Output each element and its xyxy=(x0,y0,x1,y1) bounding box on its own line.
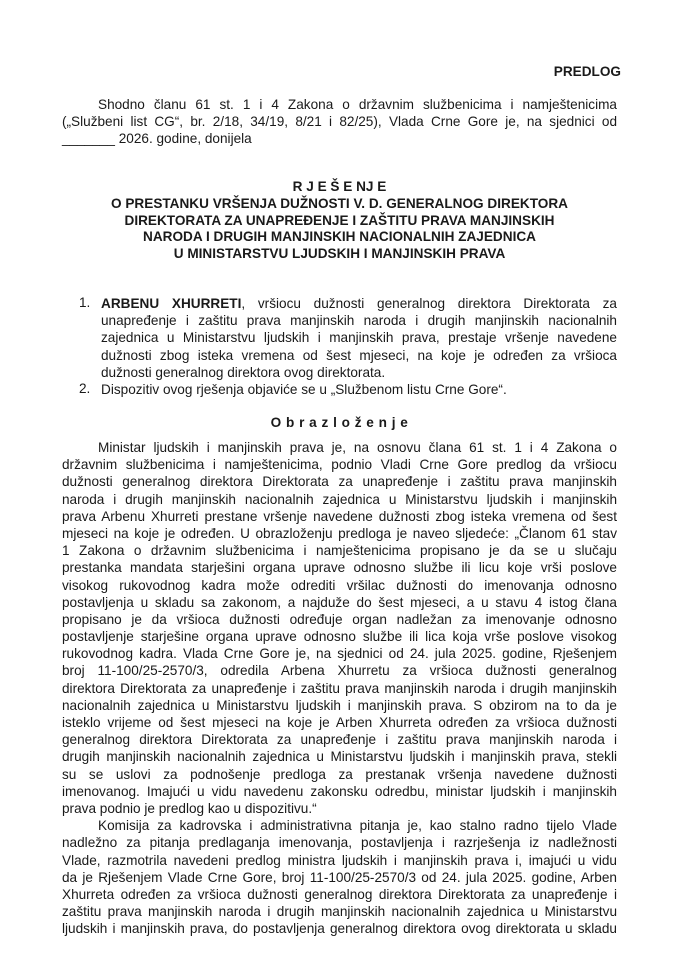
decision-title xyxy=(62,179,617,263)
text-line: državnim službenicima i namještenicima, podnio Vladi Crne Gore predlog da vršiocu xyxy=(62,457,617,473)
text-line: dužnosti zbog isteka vremena od šest mjeseci, na koje je određen za vršioca xyxy=(101,347,617,363)
explanation-heading: O b r a z l o ž e n j e xyxy=(270,415,409,430)
text-line: postavljenje starješine organa uprave odnosno službe ili lica koja vrše poslove visokog xyxy=(62,629,617,645)
text-line: ljudskih i manjinskih prava, do postavljenja generalnog direktora ovog direktorata u skladu xyxy=(62,921,617,937)
text-line: visokog rukovodnog kadra može odrediti vršilac dužnosti do imenovanja odnosno xyxy=(62,577,617,593)
text-line: postavljenja u skladu sa zakonom, a najduže do šest mjeseci, a u stavu 4 istog člana xyxy=(62,594,617,610)
title-line: O PRESTANKU VRŠENJA DUŽNOSTI V. D. GENERALNOG DIREKTORA xyxy=(111,195,568,211)
text-span: , vršiocu dužnosti generalnog direktora Direktorata za xyxy=(241,296,617,311)
text-line: mjeseci na koje je određen. U obrazloženju predloga je naveo sljedeće: „Članom 61 stav xyxy=(62,525,617,541)
title-line: DIREKTORATA ZA UNAPREĐENJE I ZAŠTITU PRAVA MANJINSKIH xyxy=(124,212,555,228)
text-line: nacionalnih zajednica u Ministarstvu ljudskih i manjinskih prava. S obzirom na to da je xyxy=(62,697,617,713)
intro-paragraph xyxy=(62,96,617,148)
list-number: 2. xyxy=(79,380,91,396)
decision-list xyxy=(79,295,617,398)
text-line: prava podnio je predlog kao u dispozitivu.“ xyxy=(62,800,317,816)
text-line: Dispozitiv ovog rješenja objaviće se u „Službenom listu Crne Gore“. xyxy=(101,381,507,397)
text-line: dužnosti generalnog direktora Direktorata za unapređenje i zaštitu prava manjinskih xyxy=(62,474,617,490)
text-line: Ministar ljudskih i manjinskih prava je, na osnovu člana 61 st. 1 i 4 Zakona o xyxy=(98,440,617,455)
list-item xyxy=(79,295,617,381)
text-line: Shodno članu 61 st. 1 i 4 Zakona o državnim službenicima i namještenicima xyxy=(98,97,617,112)
text-line: zajednica u Ministarstvu ljudskih i manjinskih prava, prestaje vršenje navedene xyxy=(101,330,617,346)
text-line: Xhurreta određen za vršioca dužnosti generalnog direktora Direktorata za unapređenje i xyxy=(62,886,617,902)
title-line: NARODA I DRUGIH MANJINSKIH NACIONALNIH ZAJEDNICA xyxy=(143,229,536,245)
text-line: 1 Zakona o državnim službenicima i namještenicima propisano je da se u slučaju xyxy=(62,543,617,559)
text-line: broj 11-100/25-2570/3, odredila Arbena Xhurretu za vršioca dužnosti generalnog xyxy=(62,663,617,679)
text-line: isteklo vrijeme od šest mjeseci na koje je Arben Xhurreta određen za vršioca dužnosti xyxy=(62,715,617,730)
text-line: generalnog direktora Direktorata za unapređenje i zaštitu prava manjinskih naroda i xyxy=(62,732,617,748)
text-line: dužnosti generalnog direktora ovog direktorata. xyxy=(101,364,386,380)
text-line: („Službeni list CG“, br. 2/18, 34/19, 8/21 i 82/25), Vlada Crne Gore je, na sjednici od xyxy=(62,114,617,130)
text-line: zaštitu prava manjinskih naroda i drugih manjinskih nacionalnih zajednica u Ministarstvu xyxy=(62,904,617,920)
text-line xyxy=(101,295,617,312)
list-number: 1. xyxy=(79,295,91,310)
text-line: Komisija za kadrovska i administrativna pitanja je, kao stalno radno tijelo Vlade xyxy=(98,818,617,834)
text-line: su se uslovi za podnošenje predloga za prestanak vršenja navedene dužnosti xyxy=(62,766,617,782)
text-line: direktora Direktorata za unapređenje i zaštitu prava manjinskih naroda i drugih manjinskih xyxy=(62,680,617,696)
text-line: naroda i drugih manjinskih nacionalnih zajednica u Ministarstvu ljudskih i manjinskih xyxy=(62,491,617,507)
text-line: _______ 2026. godine, donijela xyxy=(62,131,252,147)
title-line: U MINISTARSTVU LJUDSKIH I MANJINSKIH PRAVA xyxy=(173,246,506,262)
text-line: imenovanog. Imajući u vidu navedenu zakonsku odredbu, ministar ljudskih i manjinskih xyxy=(62,783,617,799)
explanation-body xyxy=(62,439,617,937)
text-line: rukovodnog kadra. Vlada Crne Gore je, na sjednici od 24. jula 2025. godine, Rješenjem xyxy=(62,646,617,662)
text-line: prestanka mandata starješini organa uprave odnosno službe ili licu koje vrši poslove xyxy=(62,560,617,576)
document-label: PREDLOG xyxy=(553,64,621,79)
text-line: propisano je da vršioca dužnosti određuje organ nadležan za imenovanje odnosno xyxy=(62,611,617,627)
title-heading: R J E Š E NJ E xyxy=(292,179,387,194)
text-line: nadležno za pitanja predlaganja imenovanja, postavljenja i razrješenja iz nadležnosti xyxy=(62,835,617,851)
text-line: Vlade, razmotrila navedeni predlog ministra ljudskih i manjinskih prava i, imajući u vidu xyxy=(62,852,617,868)
text-line: unapređenje i zaštitu prava manjinskih naroda i drugih manjinskih nacionalnih xyxy=(101,313,617,329)
text-line: prava Arbenu Xhurreti prestane vršenje navedene dužnosti zbog isteka vremena od šest xyxy=(62,508,617,524)
list-item xyxy=(79,380,617,398)
text-line: da je Rješenjem Vlade Crne Gore, broj 11-100/25-2570/3 od 24. jula 2025. godine, Arben xyxy=(62,869,617,885)
person-name: ARBENU XHURRETI xyxy=(101,296,242,311)
text-line: drugih manjinskih nacionalnih zajednica u Ministarstvu ljudskih i manjinskih prava, stekli xyxy=(62,749,617,765)
